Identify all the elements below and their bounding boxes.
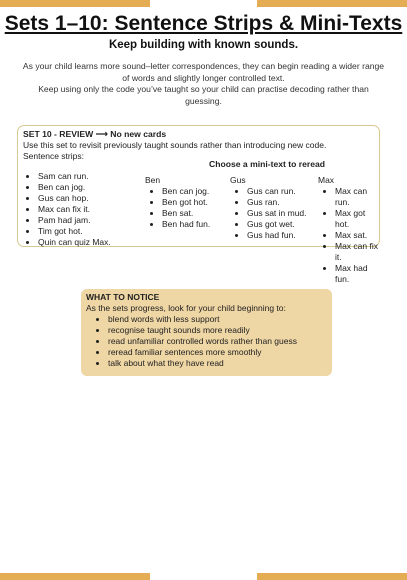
list-item: • Quin can quiz Max.	[38, 237, 111, 248]
mini-text-max	[318, 175, 379, 285]
list-item: • Max can fix it.	[38, 204, 111, 215]
sentence-strips-list	[22, 171, 111, 248]
list-item: • Max can fix it.	[335, 241, 379, 263]
page-title: Sets 1–10: Sentence Strips & Mini-Texts	[4, 12, 403, 35]
list-item: • recognise taught sounds more readily	[108, 325, 327, 336]
list-item: • Gus can run.	[247, 186, 307, 197]
set-10-heading: SET 10 - REVIEW ⟶ No new cards	[23, 129, 167, 139]
list-item: • Ben had fun.	[162, 219, 210, 230]
set-10-description: Use this set to revisit previously taught sounds rather than introducing new code.	[23, 140, 327, 150]
list-item: • blend words with less support	[108, 314, 327, 325]
list-item: • Ben can jog.	[162, 186, 210, 197]
notice-intro: As the sets progress, look for your child beginning to:	[86, 303, 286, 313]
bottom-left-accent-bar	[0, 573, 150, 580]
list-item: • Gus can hop.	[38, 193, 111, 204]
bottom-right-accent-bar	[257, 573, 407, 580]
list-item: • reread familiar sentences more smoothly	[108, 347, 327, 358]
list-item: • Ben got hot.	[162, 197, 210, 208]
list-item: • read unfamiliar controlled words rather than guess	[108, 336, 327, 347]
list-item: • Tim got hot.	[38, 226, 111, 237]
list-item: • Ben can jog.	[38, 182, 111, 193]
list-item: • Max sat.	[335, 230, 379, 241]
list-item: • Gus sat in mud.	[247, 208, 307, 219]
page-subtitle: Keep building with known sounds.	[108, 39, 299, 51]
list-item: • Gus had fun.	[247, 230, 307, 241]
mini-text-name: Max	[318, 175, 335, 185]
set-10-review-box	[17, 125, 380, 284]
intro-text	[20, 61, 387, 107]
mini-text-gus	[230, 175, 307, 241]
what-to-notice-box	[81, 289, 332, 376]
intro-paragraph: As your child learns more sound–letter correspondences, they can begin reading a wider range of words and slightly longer controlled text.	[22, 61, 385, 83]
list-item: • Gus ran.	[247, 197, 307, 208]
mini-text-name: Ben	[145, 175, 161, 185]
mini-text-name: Gus	[230, 175, 246, 185]
list-item: • Gus got wet.	[247, 219, 307, 230]
mini-text-heading: Choose a mini-text to reread	[209, 159, 326, 169]
list-item: • talk about what they have read	[108, 358, 327, 369]
list-item: • Max got hot.	[335, 208, 379, 230]
top-right-accent-bar	[257, 0, 407, 7]
top-left-accent-bar	[0, 0, 150, 7]
mini-text-ben	[145, 175, 210, 230]
list-item: • Max had fun.	[335, 263, 379, 285]
intro-paragraph: Keep using only the code you’ve taught so your child can practise decoding rather than guessing.	[38, 84, 369, 106]
list-item: • Max can run.	[335, 186, 379, 208]
list-item: • Sam can run.	[38, 171, 111, 182]
list-item: • Ben sat.	[162, 208, 210, 219]
sentence-strips-label: Sentence strips:	[23, 151, 84, 161]
list-item: • Pam had jam.	[38, 215, 111, 226]
notice-heading: WHAT TO NOTICE	[86, 292, 160, 302]
